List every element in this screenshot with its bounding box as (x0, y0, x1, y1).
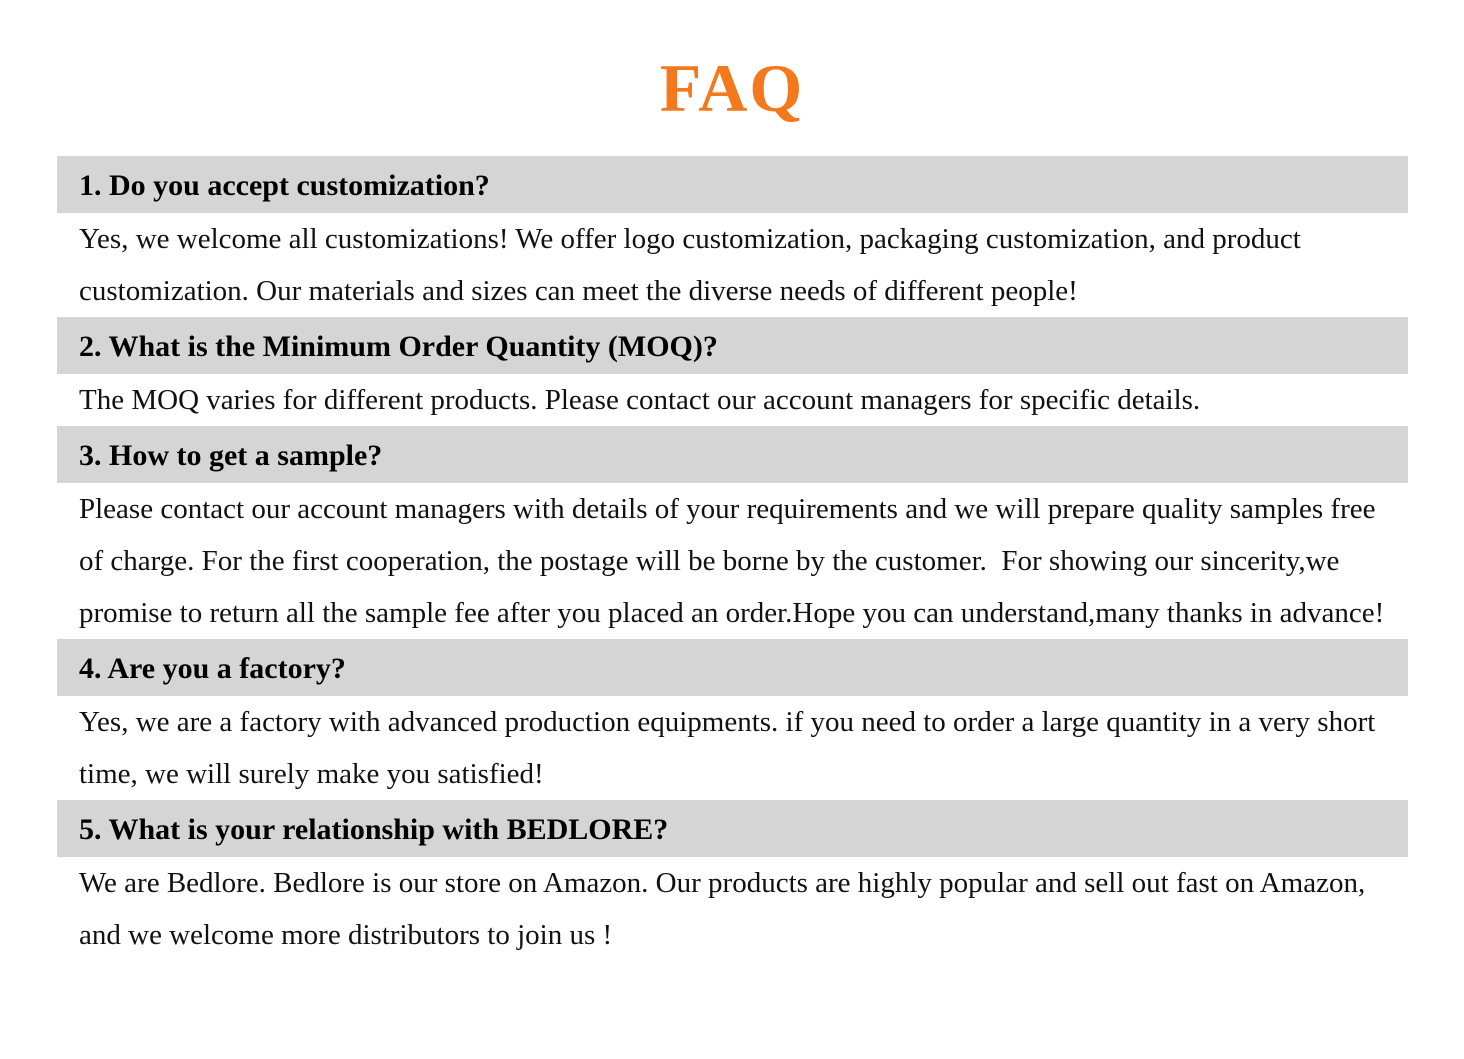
answer-text: We are Bedlore. Bedlore is our store on Amazon. Our products are highly popular and sell out fast on Amazon, and we welcome more distributors to join us ! (79, 867, 1373, 951)
answer-text: The MOQ varies for different products. Please contact our account managers for specific details. (79, 384, 1201, 416)
question-bar (57, 800, 1408, 857)
question-bar (57, 156, 1408, 213)
answer-text: Please contact our account managers with details of your requirements and we will prepare quality samples free of charge. For the first cooperation, the postage will be borne by the customer. For showing our sincerity,we promise to return all the sample fee after you placed an order.Hope you can understand,many thanks in advance! (79, 493, 1385, 629)
question-bar (57, 639, 1408, 696)
faq-list (57, 156, 1408, 961)
question-text: 5. What is your relationship with BEDLORE? (79, 812, 669, 846)
question-text: 2. What is the Minimum Order Quantity (MOQ)? (79, 329, 718, 363)
page-title: FAQ (659, 50, 805, 126)
question-text: 1. Do you accept customization? (79, 168, 490, 202)
answer-text: Yes, we welcome all customizations! We offer logo customization, packaging customization, and product customization. Our materials and sizes can meet the diverse needs of different people! (79, 223, 1309, 307)
page-header (0, 0, 1464, 156)
faq-item-1 (57, 156, 1408, 317)
question-text: 3. How to get a sample? (79, 438, 383, 472)
question-bar (57, 317, 1408, 374)
faq-item-3 (57, 426, 1408, 639)
faq-item-4 (57, 639, 1408, 800)
answer-text: Yes, we are a factory with advanced production equipments. if you need to order a large quantity in a very short time, we will surely make you satisfied! (79, 706, 1383, 790)
faq-item-2 (57, 317, 1408, 426)
question-bar (57, 426, 1408, 483)
faq-item-5 (57, 800, 1408, 961)
question-text: 4. Are you a factory? (79, 651, 346, 685)
